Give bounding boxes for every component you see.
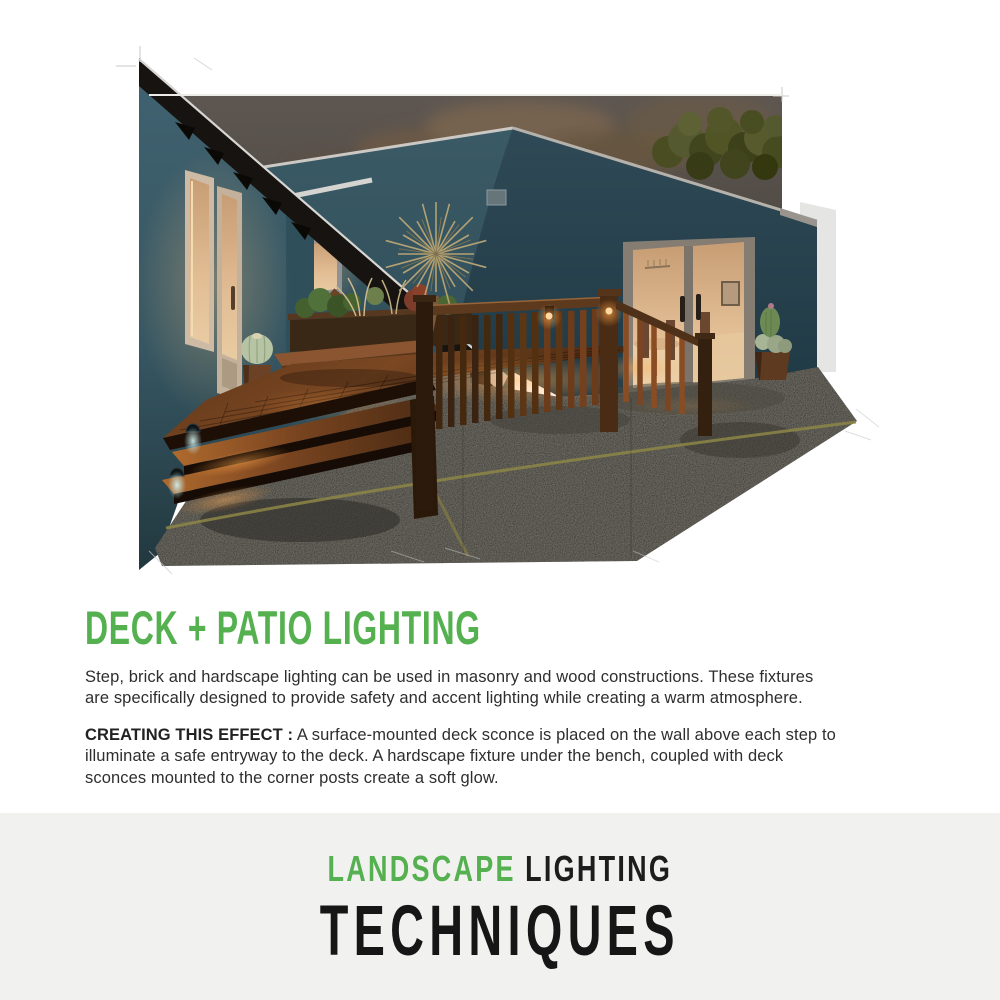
door-handle xyxy=(696,294,701,320)
section-paragraph-1 xyxy=(85,667,930,710)
paragraph-line: are specifically designed to provide safety and accent lighting while creating a warm atmosphere. xyxy=(85,689,803,708)
footer-word-lighting: LIGHTING xyxy=(525,848,673,889)
wall-vent xyxy=(487,190,506,205)
step-sconce-light xyxy=(168,468,186,499)
paragraph-line: illuminate a safe entryway to the deck. A hardscape fixture under the bench, coupled with deck xyxy=(85,747,784,766)
effect-label: CREATING THIS EFFECT : xyxy=(85,725,294,744)
step-sconce-light xyxy=(184,424,202,455)
railing-post xyxy=(698,338,712,436)
picture-frame xyxy=(722,282,739,305)
paragraph-line: Step, brick and hardscape lighting can be used in masonry and wood constructions. These fixtures xyxy=(85,667,814,686)
footer-subtitle xyxy=(0,848,1000,889)
post-sconce xyxy=(536,304,562,330)
section-paragraph-2 xyxy=(85,725,930,790)
railing-post xyxy=(416,300,433,510)
footer-band xyxy=(0,813,1000,1000)
footer-title xyxy=(0,892,1000,971)
footer-word-techniques: TECHNIQUES xyxy=(319,892,681,971)
door-handle xyxy=(680,296,685,322)
entry-door-handle xyxy=(231,286,235,310)
section-heading: DECK + PATIO LIGHTING xyxy=(85,601,481,654)
section-content xyxy=(85,601,930,789)
paragraph-line: sconces mounted to the corner posts create a soft glow. xyxy=(85,768,499,787)
footer-word-landscape: LANDSCAPE xyxy=(327,848,516,889)
paragraph-line: A surface-mounted deck sconce is placed on the wall above each step to xyxy=(293,725,836,744)
